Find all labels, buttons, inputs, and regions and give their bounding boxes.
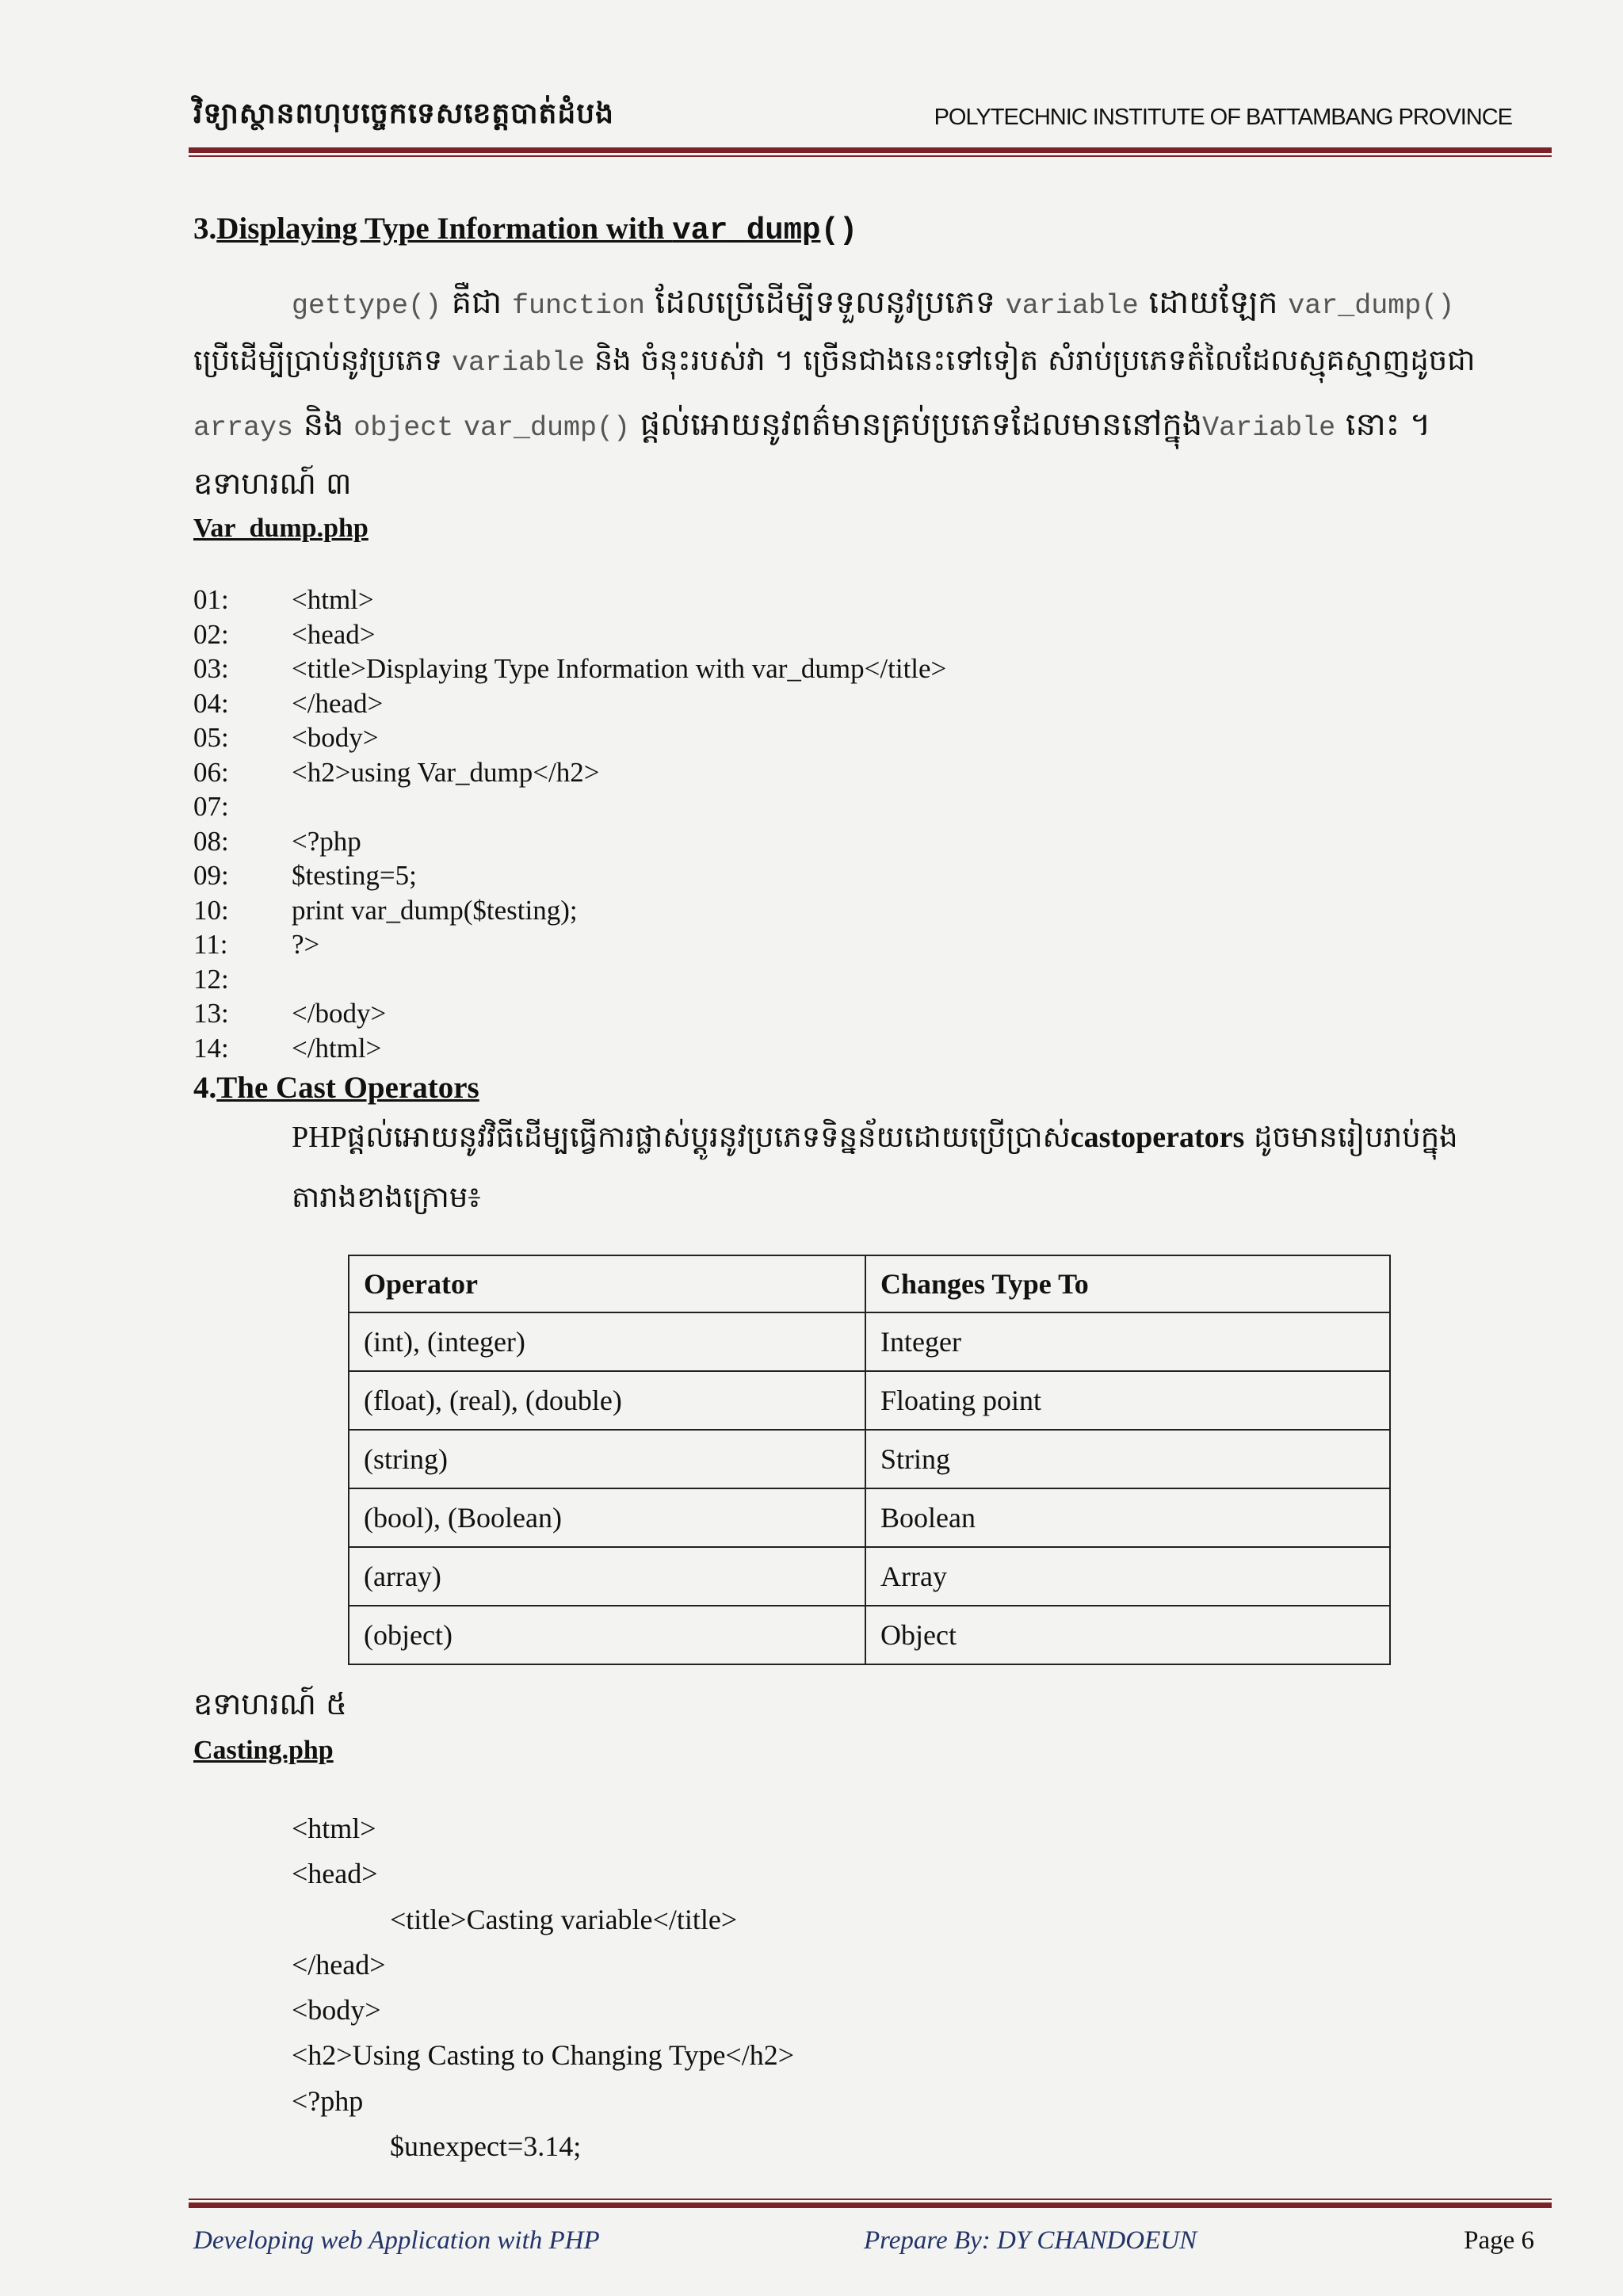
cast-operator-cell: (object) xyxy=(349,1606,865,1664)
code-line-number: 12: xyxy=(193,963,229,995)
target-type-cell: Integer xyxy=(865,1312,1390,1371)
table-row xyxy=(349,1488,1390,1547)
code-line-number: 03: xyxy=(193,653,229,684)
code-line xyxy=(193,722,946,757)
example-5-label: ឧទាហរណ៍ ៥ xyxy=(193,1687,347,1721)
code-line xyxy=(193,895,946,930)
section-3-para-line-2: ប្រើដើម្បីប្រាប់នូវប្រភេទ variable និង ចំនុះរបស់វា ។ ច្រើនជាងនេះទៅទៀត សំរាប់ប្រភេទតំលៃដែលស្មុគស្មាញដូចជា xyxy=(193,343,1476,379)
cast-operators-table xyxy=(348,1255,1391,1665)
example-3-label: ឧទាហរណ៍ ៣ xyxy=(193,466,352,501)
code-line-text: <?php xyxy=(292,825,361,857)
footer-page-number: Page 6 xyxy=(1464,2226,1534,2255)
file-name-var-dump: Var_dump.php xyxy=(193,514,369,543)
code-line-number: 10: xyxy=(193,894,229,926)
cast-operator-cell: (int), (integer) xyxy=(349,1312,865,1371)
code-line-number: 04: xyxy=(193,687,229,719)
target-type-cell: String xyxy=(865,1430,1390,1488)
code-line: </head> xyxy=(292,1948,386,1981)
code-line-text: <body> xyxy=(292,722,379,753)
table-row xyxy=(349,1606,1390,1664)
code-line-number: 08: xyxy=(193,825,229,857)
code-line-number: 14: xyxy=(193,1032,229,1064)
code-line-text: </body> xyxy=(292,998,387,1029)
table-row xyxy=(349,1547,1390,1606)
section-4-heading: 4.The Cast Operators xyxy=(193,1071,479,1105)
code-line: <h2>Using Casting to Changing Type</h2> xyxy=(292,2039,795,2072)
code-line-number: 01: xyxy=(193,584,229,615)
code-line xyxy=(193,757,946,792)
section-3-para-line-3: arrays និង object var_dump() ផ្តល់អោយនូវពត៌មានគ្រប់ប្រភេទដែលមាននៅក្នុងVariable នោះ ។ xyxy=(193,407,1431,444)
section-3-para-line-1: gettype() គឺជា function ដែលប្រើដើម្បីទទួលនូវប្រភេទ variable ដោយឡែក var_dump() xyxy=(292,285,1455,322)
table-row xyxy=(349,1430,1390,1488)
table-row xyxy=(349,1312,1390,1371)
code-line xyxy=(193,964,946,999)
code-line: <title>Casting variable</title> xyxy=(390,1903,738,1935)
code-line: <head> xyxy=(292,1858,378,1890)
code-line xyxy=(193,791,946,826)
target-type-cell: Array xyxy=(865,1547,1390,1606)
code-line-text: print var_dump($testing); xyxy=(292,894,578,926)
code-line-text: ?> xyxy=(292,929,320,960)
header-rule xyxy=(189,147,1552,153)
code-line xyxy=(193,619,946,654)
header-operator: Operator xyxy=(349,1255,865,1312)
code-line-text: </html> xyxy=(292,1032,382,1064)
code-listing-var-dump xyxy=(193,584,946,1067)
code-line-number: 07: xyxy=(193,791,229,822)
code-line-number: 06: xyxy=(193,756,229,788)
code-line xyxy=(193,688,946,723)
code-line xyxy=(193,929,946,964)
header-khmer-title: វិទ្យាស្ថានពហុបច្ចេកទេសខេត្តបាត់ដំបង xyxy=(193,97,614,130)
code-line xyxy=(193,1033,946,1068)
code-line-number: 13: xyxy=(193,998,229,1029)
code-line: <html> xyxy=(292,1813,376,1844)
code-line: <?php xyxy=(292,2084,364,2117)
section-4-para-line-2: តារាងខាងក្រោម៖ xyxy=(292,1180,481,1214)
code-line-text: <head> xyxy=(292,618,376,650)
code-line xyxy=(193,860,946,895)
code-line-number: 05: xyxy=(193,722,229,753)
footer-rule-thin xyxy=(189,2199,1552,2200)
code-line: <body> xyxy=(292,1994,381,2027)
section-4-para-line-1: PHPផ្តល់អោយនូវវិធីដើម្បធ្វើការផ្លាស់ប្តូរនូវប្រភេទទិន្នន័យដោយប្រើប្រាស់castoperators ដូចមានរៀបរាប់ក្នុង xyxy=(292,1120,1458,1154)
code-line-text: <h2>using Var_dump</h2> xyxy=(292,756,600,788)
code-line-number: 11: xyxy=(193,929,228,960)
header-english-title: POLYTECHNIC INSTITUTE OF BATTAMBANG PROVINCE xyxy=(934,105,1512,130)
footer-rule xyxy=(189,2202,1552,2208)
footer-course-title: Developing web Application with PHP xyxy=(193,2226,600,2255)
code-line-text: $testing=5; xyxy=(292,860,417,891)
code-line xyxy=(193,826,946,861)
cast-operator-cell: (bool), (Boolean) xyxy=(349,1488,865,1547)
code-line xyxy=(193,998,946,1033)
target-type-cell: Object xyxy=(865,1606,1390,1664)
cast-operator-cell: (string) xyxy=(349,1430,865,1488)
table-header-row xyxy=(349,1255,1390,1312)
header-changes-type-to: Changes Type To xyxy=(865,1255,1390,1312)
table-row xyxy=(349,1371,1390,1430)
code-line xyxy=(193,584,946,619)
cast-operator-cell: (array) xyxy=(349,1547,865,1606)
cast-operator-cell: (float), (real), (double) xyxy=(349,1371,865,1430)
code-line-text: </head> xyxy=(292,687,384,719)
target-type-cell: Floating point xyxy=(865,1371,1390,1430)
code-line-number: 02: xyxy=(193,618,229,650)
code-line-text: <html> xyxy=(292,584,374,615)
file-name-casting: Casting.php xyxy=(193,1736,334,1765)
footer-author: Prepare By: DY CHANDOEUN xyxy=(864,2226,1197,2255)
target-type-cell: Boolean xyxy=(865,1488,1390,1547)
code-line-number: 09: xyxy=(193,860,229,891)
section-3-heading: 3.Displaying Type Information with var_dump() xyxy=(193,212,858,248)
code-listing-casting xyxy=(292,1812,794,2175)
header-rule-thin xyxy=(189,155,1552,157)
code-line-text: <title>Displaying Type Information with var_dump</title> xyxy=(292,653,947,684)
code-line xyxy=(193,653,946,688)
code-line: $unexpect=3.14; xyxy=(390,2130,582,2163)
